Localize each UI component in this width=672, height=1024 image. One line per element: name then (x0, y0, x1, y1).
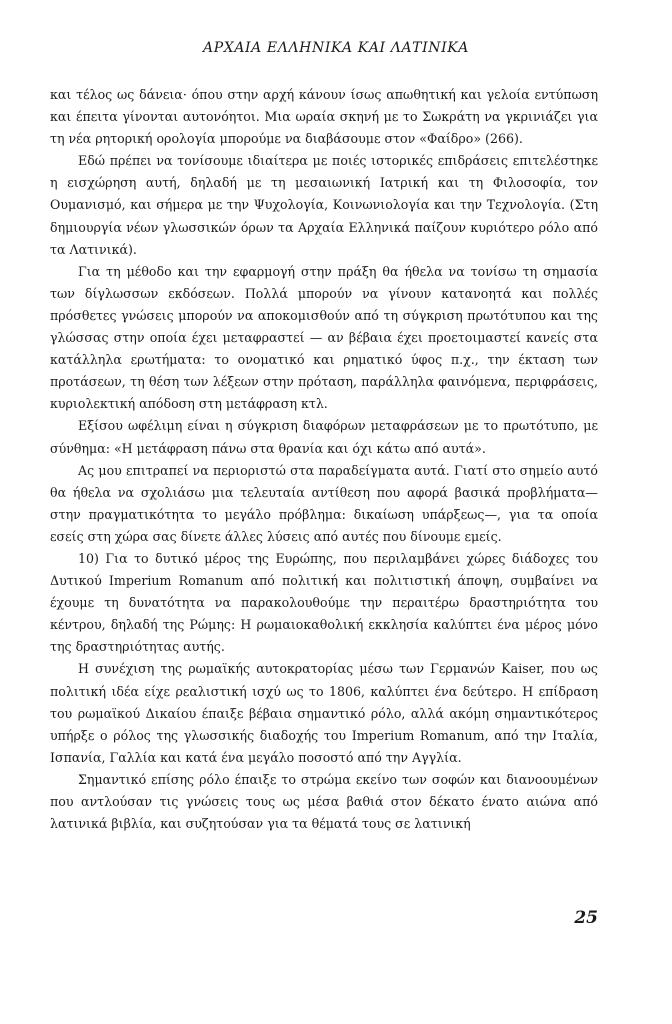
running-title: ΑΡΧΑΙΑ ΕΛΛΗΝΙΚΑ ΚΑΙ ΛΑΤΙΝΙΚΑ (203, 40, 469, 56)
paragraph: 10) Για το δυτικό μέρος της Ευρώπης, που περιλαμβάνει χώρες διάδοχες του Δυτικού Imperium Romanum από πολιτική και πολιτιστική άποψη, συμβαίνει να έχουμε τη δυνατότητα να παρακολουθούμε την περαιτέρω δραστηριότητα του κέντρου, δηλαδή της Ρώμης: Η ρωμαιοκαθολική εκκλησία καλύπτει ένα μέρος μόνο της δραστηριότητας αυτής. (50, 550, 598, 655)
paragraph: Σημαντικό επίσης ρόλο έπαιξε το στρώμα εκείνο των σοφών και διανοουμένων που αντλούσαν τις γνώσεις τους ως μέσα βαθιά στον δέκατο ένατο αιώνα από λατινικά βιβλία, και συζητούσαν για τα θέματά τους σε λατινική (50, 771, 598, 832)
paragraph: και τέλος ως δάνεια· όπου στην αρχή κάνουν ίσως απωθητική και γελοία εντύπωση και έπειτα γίνονται αυτονόητοι. Μια ωραία σκηνή με το Σωκράτη να γκρινιάζει για τη νέα ρητορική ορολογία μπορούμε να διαβάσουμε στον «Φαίδρο» (266). (50, 87, 598, 147)
page-body (50, 84, 598, 835)
paragraph: Ας μου επιτραπεί να περιοριστώ στα παραδείγματα αυτά. Γιατί στο σημείο αυτό θα ήθελα να σχολιάσω μια τελευταία αντίθεση που αφορά βασικά προβλήματα— στην πραγματικότητα το μεγάλο πρόβλημα: δικαίωση υπάρξεως—, για τα οποία εσείς στη χώρα σας δίνετε άλλες λύσεις από αυτές που δίνουμε εμείς. (50, 462, 598, 544)
page-number: 25 (574, 908, 598, 928)
paragraph: Η συνέχιση της ρωμαϊκής αυτοκρατορίας μέσω των Γερμανών Kaiser, που ως πολιτική ιδέα είχε ρεαλιστική ισχύ ως το 1806, καλύπτει ένα δεύτερο. Η επίδραση του ρωμαϊκού Δικαίου έπαιξε βέβαια σημαντικό ρόλο, αλλά ακόμη σημαντικότερος υπήρξε ο ρόλος της γλωσσικής διαδοχής του Imperium Romanum, από την Ιταλία, Ισπανία, Γαλλία και κατά ένα μεγάλο ποσοστό από την Αγγλία. (50, 661, 598, 765)
paragraph: Εδώ πρέπει να τονίσουμε ιδιαίτερα με ποιές ιστορικές επιδράσεις επιτελέστηκε η εισχώρηση αυτή, δηλαδή με τη μεσαιωνική Ιατρική και τη Φιλοσοφία, τον Ουμανισμό, και σήμερα με την Ψυχολογία, Κοινωνιολογία και την Τεχνολογία. (Στη δημιουργία νέων γλωσσικών όρων τα Αρχαία Ελληνικά παίζουν κυριότερο ρόλο από τα Λατινικά). (50, 153, 598, 257)
paragraph: Εξίσου ωφέλιμη είναι η σύγκριση διαφόρων μεταφράσεων με το πρωτότυπο, με σύνθημα: «Η μετάφραση πάνω στα θρανία και όχι κάτω από αυτά». (50, 418, 598, 456)
paragraph: Για τη μέθοδο και την εφαρμογή στην πράξη θα ήθελα να τονίσω τη σημασία των δίγλωσσων εκδόσεων. Πολλά μπορούν να γίνουν κατανοητά και πολλές πρόσθετες γνώσεις μπορούν να αποκομισθούν από τη σύγκριση πρωτότυπου και της γλώσσας στην οποία έχει μεταφραστεί — αν βέβαια έχει προετοιμαστεί κανείς στα κατάλληλα ερωτήματα: το ονοματικό και ρηματικό ύφος π.χ., την έκταση των προτάσεων, τη θέση των λέξεων στην πρόταση, παράλληλα φαινόμενα, περιφράσεις, κυριολεκτική απόδοση στη μετάφραση κτλ. (50, 263, 598, 412)
